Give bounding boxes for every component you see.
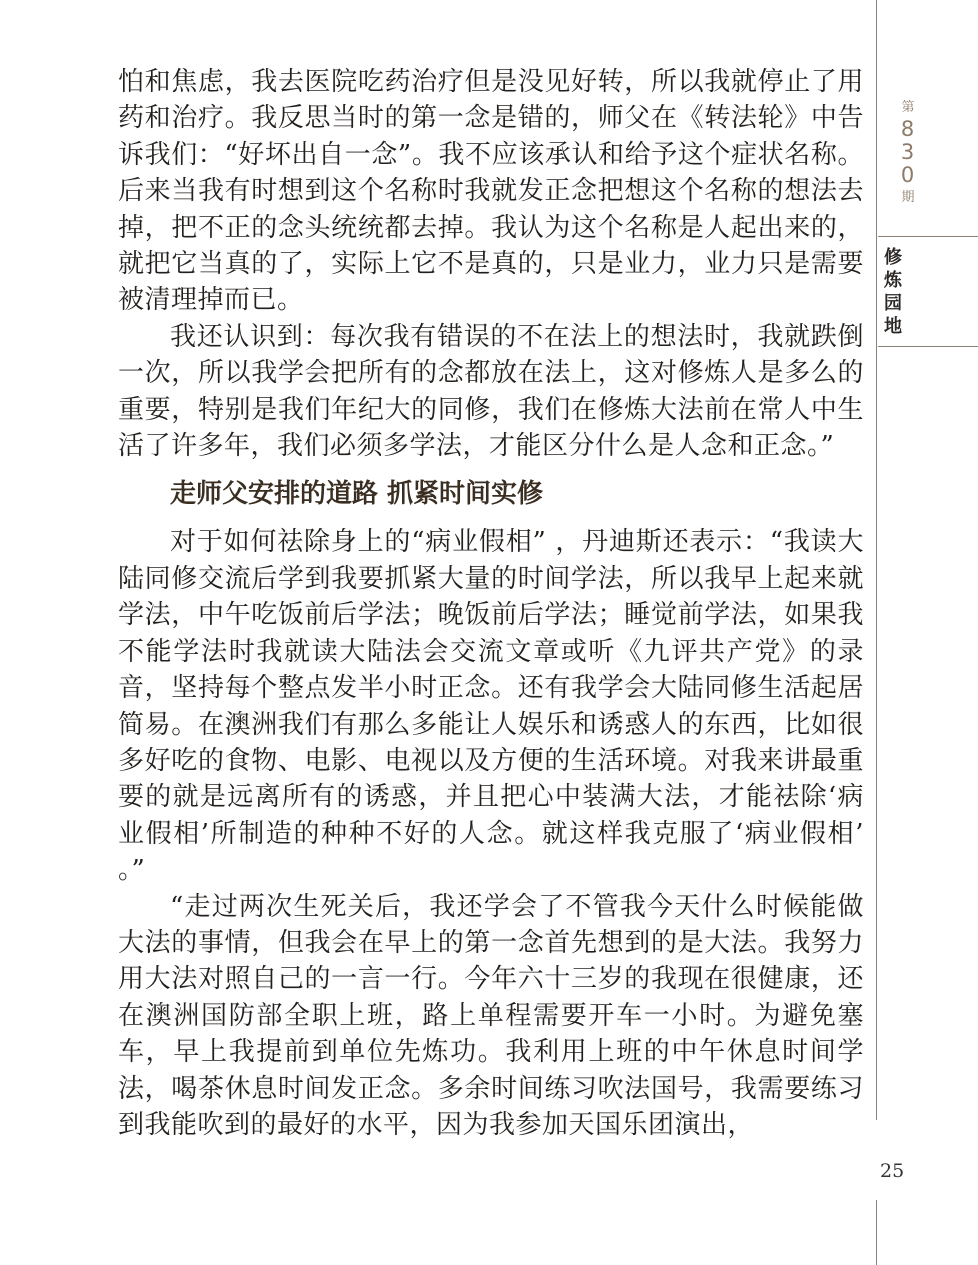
issue-digit: 3 bbox=[900, 140, 916, 164]
page-number: 25 bbox=[880, 1160, 905, 1182]
section-divider-top bbox=[878, 236, 978, 237]
article-body bbox=[118, 64, 864, 1143]
issue-digit: 8 bbox=[900, 117, 916, 141]
paragraph-1: 怕和焦虑，我去医院吃药治疗但是没见好转，所以我就停止了用药和治疗。我反思当时的第一念是错的，师父在《转法轮》中告诉我们：“好坏出自一念”。我不应该承认和给予这个症状名称。后来当我有时想到这个名称时我就发正念把想这个名称的想法去掉，把不正的念头统统都去掉。我认为这个名称是人起出来的，就把它当真的了，实际上它不是真的，只是业力，业力只是需要被清理掉而已。 bbox=[118, 67, 864, 316]
margin-rule bbox=[876, 0, 877, 1265]
section-title-char: 地 bbox=[884, 316, 902, 337]
issue-number bbox=[878, 118, 938, 187]
paragraph-2: 我还认识到：每次我有错误的不在法上的想法时，我就跌倒一次，所以我学会把所有的念都放在法上，这对修炼人是多么的重要，特别是我们年纪大的同修，我们在修炼大法前在常人中生活了许多年，我们必须多学法，才能区分什么是人念和正念。” bbox=[118, 321, 864, 462]
section-title-char: 炼 bbox=[884, 270, 902, 291]
section-heading: 走师父安排的道路 抓紧时间实修 bbox=[170, 479, 544, 510]
issue-digit: 0 bbox=[900, 163, 916, 187]
section-title-char: 园 bbox=[884, 293, 902, 314]
paragraph-4: “走过两次生死关后，我还学会了不管我今天什么时候能做大法的事情，但我会在早上的第一念首先想到的是大法。我努力用大法对照自己的一言一行。今年六十三岁的我现在很健康，还在澳洲国防部全职上班，路上单程需要开车一小时。为避免塞车，早上我提前到单位先炼功。我利用上班的中午休息时间学法，喝茶休息时间发正念。多余时间练习吹法国号，我需要练习到我能吹到的最好的水平，因为我参加天国乐团演出， bbox=[118, 891, 864, 1140]
section-title bbox=[878, 246, 908, 338]
issue-prefix: 第 bbox=[901, 100, 915, 115]
section-divider-bottom bbox=[878, 346, 978, 347]
section-title-char: 修 bbox=[884, 247, 902, 268]
issue-suffix: 期 bbox=[901, 190, 915, 205]
paragraph-3: 对于如何祛除身上的“病业假相” ，丹迪斯还表示：“我读大陆同修交流后学到我要抓紧大量的时间学法，所以我早上起来就学法，中午吃饭前后学法；晚饭前后学法；睡觉前学法，如果我不能学法时我就读大陆法会交流文章或听《九评共产党》的录音，坚持每个整点发半小时正念。还有我学会大陆同修生活起居简易。在澳洲我们有那么多能让人娱乐和诱惑人的东西，比如很多好吃的食物、电影、电视以及方便的生活环境。对我来讲最重要的就是远离所有的诱惑，并且把心中装满大法，才能祛除‘病业假相’所制造的种种不好的人念。就这样我克服了‘病业假相’ 。” bbox=[118, 527, 864, 886]
issue-marker bbox=[878, 98, 938, 209]
